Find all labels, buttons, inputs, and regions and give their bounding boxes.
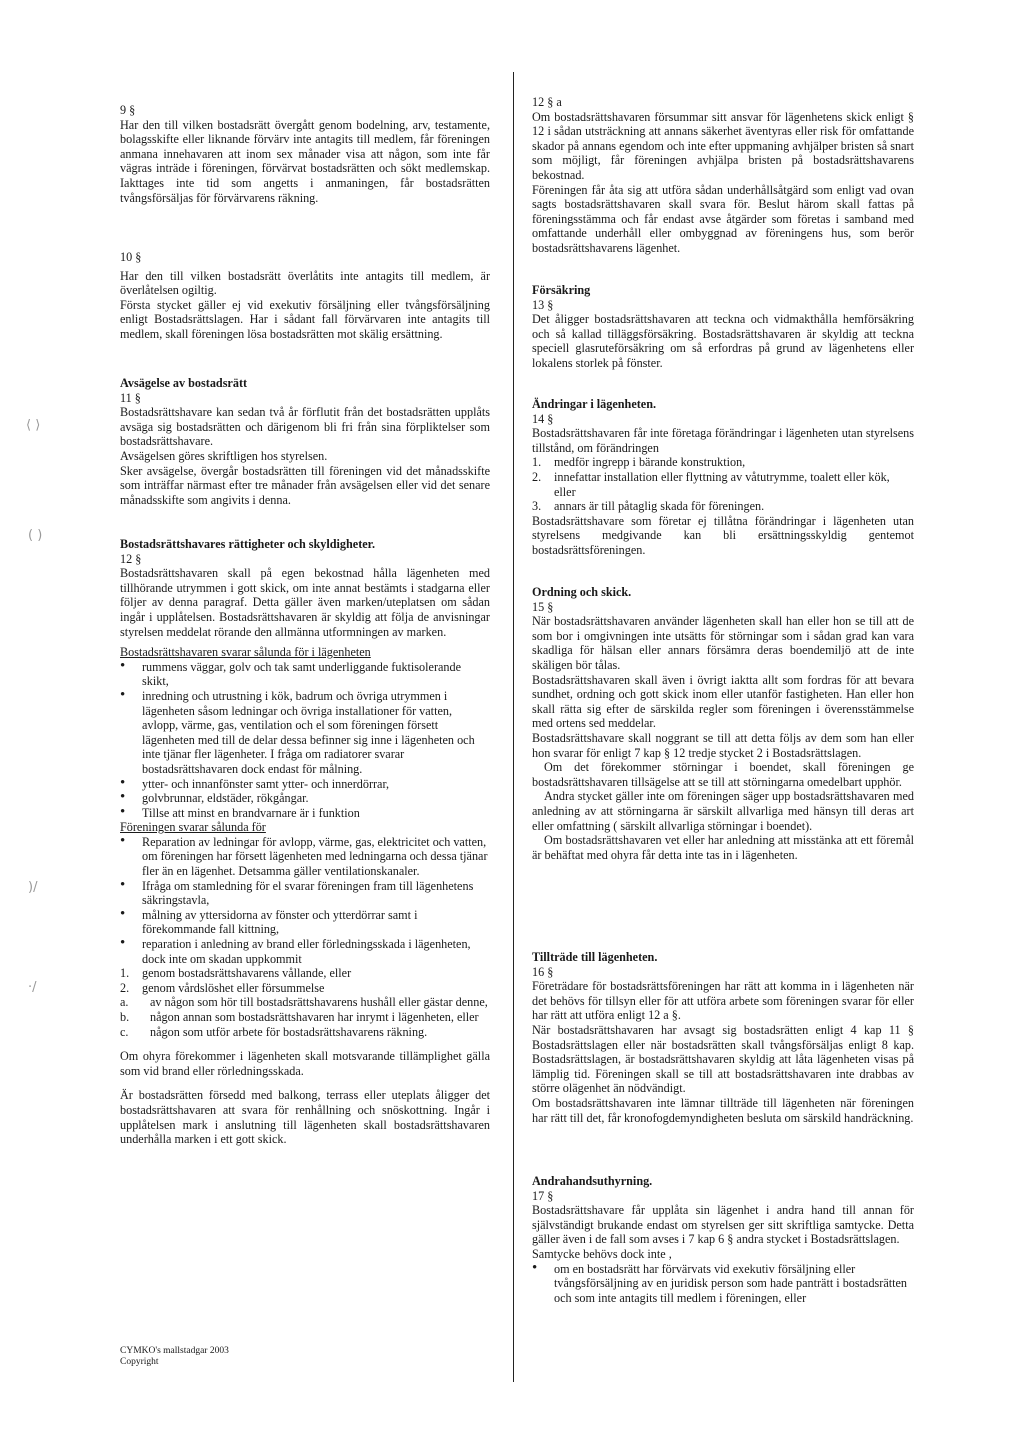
list-item: 3. annars är till påtaglig skada för föreningen. [532,499,765,514]
paragraph: Sker avsägelse, övergår bostadsrätten till föreningen vid det månadsskifte som inträffar närmast efter tre månader från avsägelsen eller vid det senare månadsskifte som angivits i denna. [120,463,490,507]
paragraph: Om ohyra förekommer i lägenheten skall motsvarande tillämplighet gälla som vid brand eller rörledningsskada. [120,1049,490,1078]
lettered-list [120,995,490,1039]
paragraph: Bostadsrättshavaren skall på egen bekostnad hålla lägenheten med tillhörande utrymmen i gott skick, om inte annat bestämts i stadgarna eller följer av denna paragraf. Detta gäller även marken/uteplatsen om sådan ingår i upplåtelsen. Bostadsrättshavaren är skyldig att följa de anvisningar styrelsen meddelat rörande den allmänna utformningen av marken. [120,566,490,639]
paragraph: Bostadsrättshavare skall noggrant se till att detta följs av dem som han eller hon svarar för enligt 7 kap § 12 tredje stycket 2 i Bostadsrättslagen. [532,730,914,760]
paragraph: Första stycket gäller ej vid exekutiv försäljning eller tvångsförsäljning enligt Bostadsrättslagen. Har i sådant fall förvärvaren inte antagits till medlem, skall föreningen lösa bostadsrätten mot skälig ersättning. [120,297,490,341]
numbered-list [120,966,490,995]
paragraph: Om bostadsrättshavaren försummar sitt ansvar för lägenhetens skick enligt § 12 i sådan utsträckning att annans säkerhet äventyras eller risk för omfattande skador på annans egendom och inte efter uppmaning avhjälper bristen så snart som möjligt, får föreningen avhjälpa bristen på bostadsrättshavarens bekostnad. [532,109,914,182]
paragraph: Om bostadsrättshavaren inte lämnar tillträde till lägenheten när föreningen har rätt till det, får kronofogdemyndigheten besluta om särskild handräckning. [532,1095,914,1125]
paragraph: Andra stycket gäller inte om föreningen säger upp bostadsrättshavaren med anledning av att störningarna är särskilt allvarliga med hänsyn till deras art eller omfattning ( särskilt allvarliga störningar i boendet). [532,789,914,833]
list-item: 2. genom vårdslöshet eller försummelse [120,980,325,995]
paragraph: Har den till vilken bostadsrätt överlåtits inte antagits till medlem, är överlåtelsen ogiltig. [120,268,490,298]
bullet-list [532,1262,914,1306]
list-item: • golvbrunnar, eldstäder, rökgångar. [120,791,490,806]
section-number: 13 § [532,297,554,312]
list-item: • inredning och utrustning i kök, badrum och övriga utrymmen i lägenheten såsom ledningar och övriga installationer för vatten, avlopp, värme, gas, ventilation och el som föreningen försett lägenheten med till de delar dessa befinner sig inne i lägenheten och inte tjänar fler lägenheter. I fråga om radiatorer svarar bostadsrättshavaren dock endast för målning. [120,689,490,777]
list-item: • reparation i anledning av brand eller förledningsskada i lägenheten, dock inte om skadan uppkommit [120,937,490,966]
section-number: 15 § [532,599,554,614]
bullet-list [120,660,490,821]
paragraph: Är bostadsrätten försedd med balkong, terrass eller uteplats åligger det bostadsrättshavaren att svara för renhållning och snöskottning. Ingår i upplåtelsen mark i anslutning till lägenheten skall bostadsrättshavaren underhålla marken i ett gott skick. [120,1088,490,1147]
subheading: Bostadsrättshavaren svarar sålunda för i lägenheten [120,645,371,660]
list-item: • ytter- och innanfönster samt ytter- och innerdörrar, [120,777,490,792]
paragraph: Föreningen får åta sig att utföra sådan underhållsåtgärd som enligt vad ovan sagts bostadsrättshavaren skall svara för. Beslut härom skall fattas på föreningsstämma och får endast avse åtgärder som företas i samband med omfattande underhåll eller ombyggnad av föreningens hus, som berör bostadsrättshavarens lägenhet. [532,182,914,255]
section-heading: Andrahandsuthyrning. [532,1174,653,1188]
footer-text: Copyright [120,1357,159,1367]
paragraph: Avsägelsen göres skriftligen hos styrelsen. [120,448,328,463]
section-number: 12 § [120,551,142,566]
paragraph: Bostadsrättshavaren får inte företaga förändringar i lägenheten utan styrelsens tillstånd, om förändringen [532,426,914,455]
section-heading: Ordning och skick. [532,585,632,599]
footer [120,1346,320,1368]
section-number: 17 § [532,1188,554,1203]
list-item: a. av någon som hör till bostadsrättshavarens hushåll eller gästar denne, [120,995,488,1010]
paragraph: Bostadsrättshavare kan sedan två år förflutit från det bostadsrätten upplåts avsäga sig bostadsrätten och därigenom bli fri från sina förpliktelser som bostadsrättshavare. [120,405,490,449]
paragraph: Har den till vilken bostadsrätt övergått genom bodelning, arv, testamente, bolagsskifte eller liknande förvärv inte antagits till medlem, får föreningen anmana innehavaren att inom sex månader visa att någon, som inte får vägras inträde i föreningen, förvärvat bostadsrätten och sökt medlemskap. Iakttages inte tid som angetts i anmaningen, får bostadsrätten tvångsförsäljas för förvärvarens räkning. [120,117,490,205]
paragraph: Om bostadsrättshavaren vet eller har anledning att misstänka att ett föremål är behäftat med ohyra får detta inte tas in i lägenheten. [532,833,914,862]
section-12a [532,95,914,256]
paragraph: När bostadsrättshavaren har avsagt sig bostadsrätten enligt 4 kap 11 § Bostadsrättslagen eller när bostadsrätten skall tvångsförsäljas enligt 8 kap. Bostadsrättslagen, är bostadsrättshavaren skyldig att låta lägenheten visas på lämplig tid. Föreningen skall se till att bostadsrättshavaren inte drabbas av större olägenhet än nödvändigt. [532,1022,914,1096]
list-item: 1. genom bostadsrättshavarens vållande, eller [120,966,352,981]
paragraph: När bostadsrättshavaren använder lägenheten skall han eller hon se till att de som bor i omgivningen inte utsätts för störningar som i sådan grad kan vara skadliga för hälsan eller annars försämra deras boendemiljö att de inte skäligen bör tålas. [532,614,914,672]
footer-text: CYMKO's mallstadgar 2003 [120,1346,229,1356]
scan-mark: ⟨ ⟩ [26,418,41,433]
paragraph: Om det förekommer störningar i boendet, skall föreningen ge bostadsrättshavaren tillsägelse att se till att störningarna omedelbart upphör. [532,760,914,789]
section-heading: Ändringar i lägenheten. [532,397,657,411]
section-number: 11 § [120,390,141,405]
list-item: • Ifråga om stamledning för el svarar föreningen fram till lägenhetens säkringstavla, [120,879,490,908]
scan-mark: ·/ [28,980,37,995]
list-item: b. någon annan som bostadsrättshavaren har inrymt i lägenheten, eller [120,1010,479,1024]
section-heading: Bostadsrättshavares rättigheter och skyldigheter. [120,537,376,551]
paragraph: Bostadsrättshavare får upplåta sin lägenhet i andra hand till annan för självständigt brukande endast om styrelsen ger sitt skriftliga samtycke. Detta gäller även i de fall som avses i 7 kap 6 § andra stycket i Bostadsrättslagen. [532,1203,914,1247]
list-item: • rummens väggar, golv och tak samt underliggande fuktisolerande skikt, [120,660,490,689]
section-heading: Avsägelse av bostadsrätt [120,376,248,390]
paragraph: Det åligger bostadsrättshavaren att teckna och vidmakthålla hemförsäkring och så kallad tilläggsförsäkring. Bostadsrättshavaren är skyldig att teckna speciell glasruteförsäkring om så erfordras på grund av lägenhetens eller lokalens storlek på fönster. [532,312,914,370]
bullet-list [120,835,490,966]
section-heading: Försäkring [532,283,591,297]
scan-mark: )/ [28,880,38,895]
list-item: • målning av yttersidorna av fönster och ytterdörrar samt i förekommande fall kittning, [120,908,490,937]
list-item: • Reparation av ledningar för avlopp, värme, gas, elektricitet och vatten, om föreningen har försett lägenheten med ledningarna och dessa tjänar fler än en lägenhet. Detsamma gäller ventilationskanaler. [120,835,490,879]
scan-mark: ( ) [28,528,43,543]
section-14 [532,397,914,558]
section-number: 14 § [532,411,554,426]
paragraph: Bostadsrättshavaren skall även i övrigt iaktta allt som fordras för att bevara sundhet, ordning och gott skick inom eller utanför fastigheten. Han eller hon skall rätta sig efter de särskilda regler som föreningen i överensstämmelse med ortens sed meddelar. [532,672,914,731]
paragraph: Bostadsrättshavare som företar ej tillåtna förändringar i lägenheten utan styrelsens medgivande kan bli ersättningsskyldig gentemot bostadsrättsföreningen. [532,513,914,557]
section-15 [532,585,914,862]
section-11 [120,376,490,507]
section-13 [532,283,914,371]
list-item: • om en bostadsrätt har förvärvats vid exekutiv försäljning eller tvångsförsäljning av en juridisk person som hade panträtt i bostadsrätten och som inte antagits till medlem i föreningen, eller [532,1262,914,1306]
section-9 [120,103,490,205]
section-16 [532,950,914,1125]
numbered-list [532,455,914,513]
list-item: • Tillse att minst en brandvarnare är i funktion [120,806,490,821]
paragraph: Samtycke behövs dock inte , [532,1246,672,1261]
section-number: 9 § [120,103,136,117]
list-item: c. någon som utför arbete för bostadsrättshavarens räkning. [120,1024,428,1039]
column-divider [513,72,514,1382]
section-12 [120,537,490,1147]
paragraph: Företrädare för bostadsrättsföreningen har rätt att komma in i lägenheten när det behövs för tillsyn eller för att utföra arbete som föreningen svarar för eller har rätt att utföra enligt 12 a §. [532,979,914,1023]
list-item: 2. innefattar installation eller flyttning av våtutrymme, toalett eller kök, eller [532,469,890,499]
subheading: Föreningen svarar sålunda för [120,820,266,835]
section-17 [532,1174,914,1305]
section-number: 10 § [120,250,142,264]
list-item: 1. medför ingrepp i bärande konstruktion, [532,455,746,470]
section-number: 12 § a [532,95,562,109]
section-number: 16 § [532,964,554,979]
section-heading: Tillträde till lägenheten. [532,950,658,964]
section-10 [120,250,490,342]
